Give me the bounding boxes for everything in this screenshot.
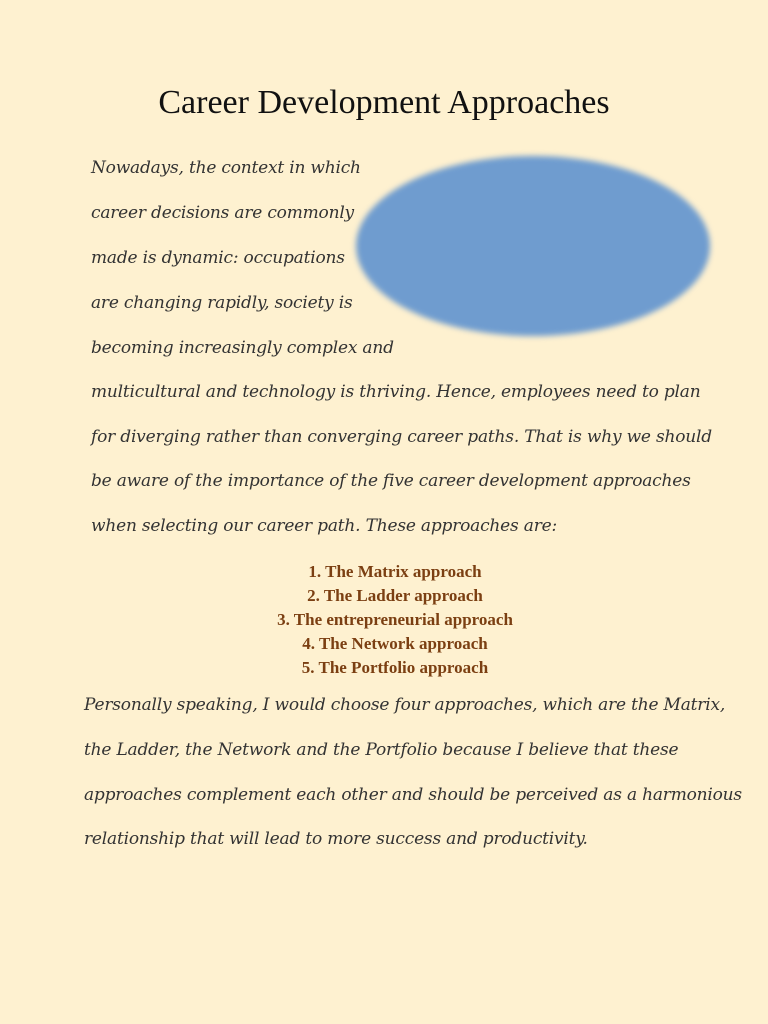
page-title: Career Development Approaches <box>158 84 610 121</box>
blue-ellipse-shape <box>356 156 710 336</box>
intro-line: Nowadays, the context in which <box>91 158 361 178</box>
intro-line: career decisions are commonly <box>91 203 354 223</box>
list-item: 3. The entrepreneurial approach <box>277 610 513 629</box>
intro-line: be aware of the importance of the five career development approaches <box>91 471 691 491</box>
intro-line: becoming increasingly complex and <box>91 338 394 358</box>
intro-line: made is dynamic: occupations <box>91 248 345 268</box>
list-item: 4. The Network approach <box>302 634 488 653</box>
intro-line: for diverging rather than converging career paths. That is why we should <box>91 427 712 447</box>
conclusion-line: approaches complement each other and should be perceived as a harmonious <box>84 785 742 805</box>
conclusion-line: relationship that will lead to more success and productivity. <box>84 829 588 849</box>
conclusion-line: the Ladder, the Network and the Portfolio because I believe that these <box>84 740 679 760</box>
conclusion-line: Personally speaking, I would choose four approaches, which are the Matrix, <box>84 695 726 715</box>
approaches-list <box>0 560 768 680</box>
intro-line: are changing rapidly, society is <box>91 293 353 313</box>
list-item: 2. The Ladder approach <box>307 586 483 605</box>
list-item: 1. The Matrix approach <box>308 562 482 581</box>
intro-line: multicultural and technology is thriving. Hence, employees need to plan <box>91 382 701 402</box>
list-item: 5. The Portfolio approach <box>301 658 489 677</box>
intro-line: when selecting our career path. These approaches are: <box>91 516 558 536</box>
